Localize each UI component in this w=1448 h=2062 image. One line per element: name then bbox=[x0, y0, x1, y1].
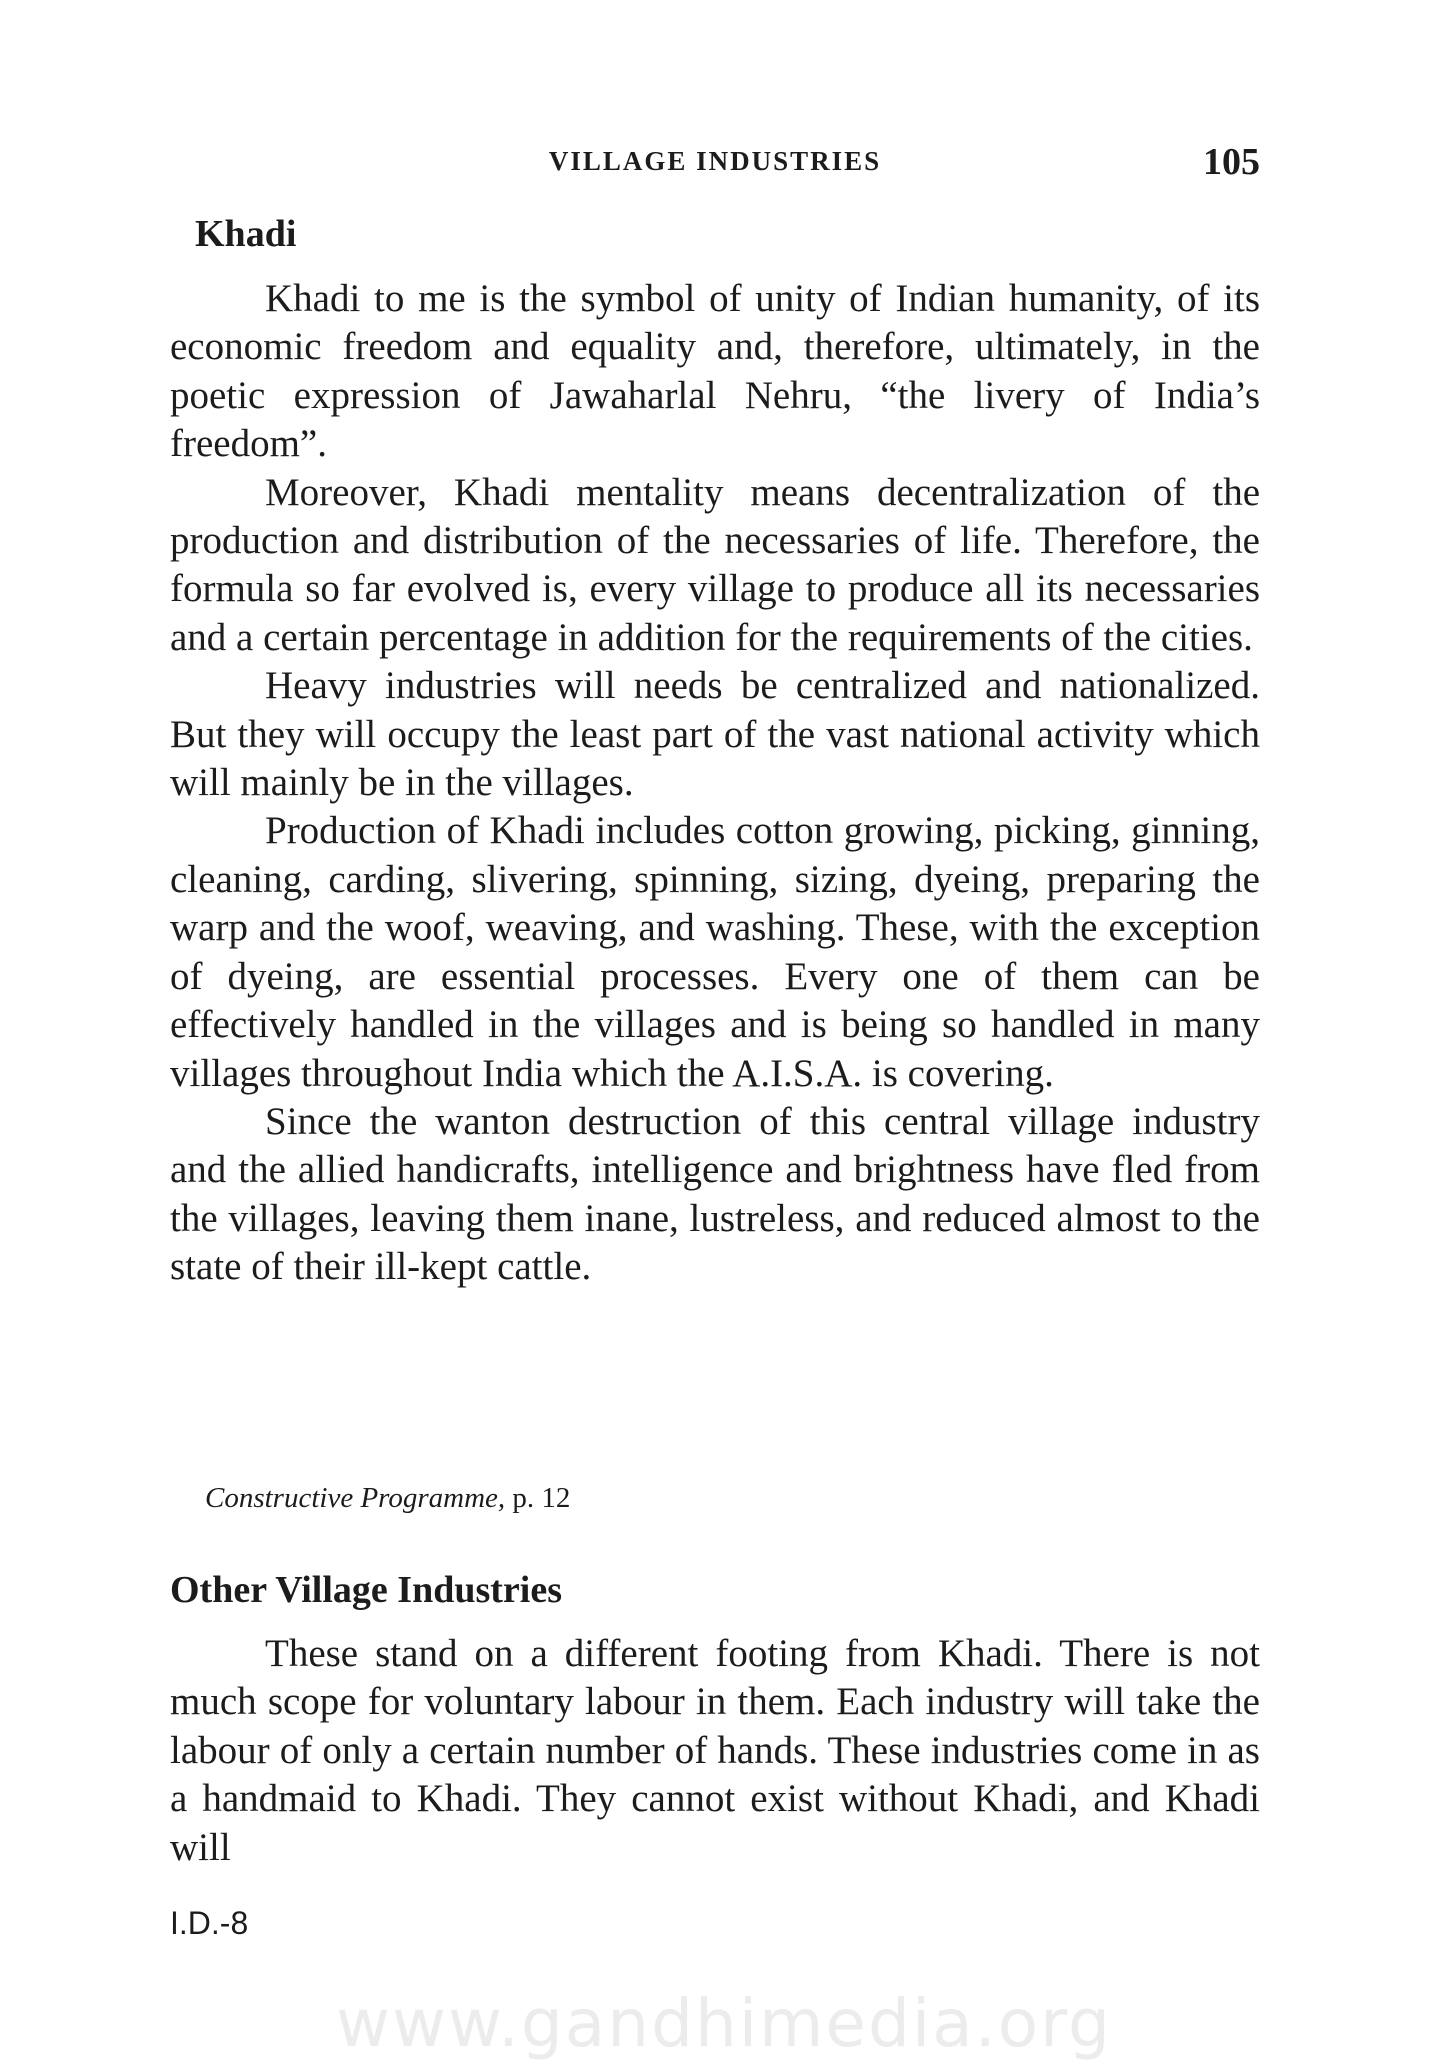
khadi-body bbox=[170, 275, 1260, 1292]
other-industries-body bbox=[170, 1630, 1260, 1872]
section-heading-khadi: Khadi bbox=[195, 213, 297, 255]
body-paragraph: Production of Khadi includes cotton growing, picking, ginning, cleaning, carding, slivering, spinning, sizing, dyeing, preparing the warp and the woof, weaving, and washing. These, with the exception of dyeing, are essential processes. Every one of them can be effectively handled in the villages and is being so handled in many villages throughout India which the A.I.S.A. is covering. bbox=[170, 809, 1260, 1095]
running-head bbox=[170, 140, 1260, 190]
body-paragraph: Since the wanton destruction of this central village industry and the allied handicrafts, intelligence and brightness have fled from the villages, leaving them inane, lustreless, and reduced almost to the state of their ill-kept cattle. bbox=[170, 1099, 1260, 1289]
citation-page: p. 12 bbox=[512, 1482, 571, 1514]
signature-mark: I.D.-8 bbox=[170, 1905, 249, 1941]
citation-title: Constructive Programme, bbox=[205, 1482, 506, 1514]
body-paragraph: Heavy industries will needs be centralized and nationalized. But they will occupy the least part of the vast national activity which will mainly be in the villages. bbox=[170, 664, 1260, 805]
body-paragraph: Moreover, Khadi mentality means decentralization of the production and distribution of the necessaries of life. Therefore, the formula so far evolved is, every village to produce all its necessaries and a certain percentage in addition for the requirements of the cities. bbox=[170, 470, 1260, 659]
body-paragraph: These stand on a different footing from Khadi. There is not much scope for voluntary labour in them. Each industry will take the labour of only a certain number of hands. These industries come in as a handmaid to Khadi. They cannot exist without Khadi, and Khadi will bbox=[170, 1632, 1260, 1869]
body-paragraph: Khadi to me is the symbol of unity of Indian humanity, of its economic freedom and equality and, therefore, ultimately, in the poetic expression of Jawaharlal Nehru, “the livery of India’s freedom”. bbox=[170, 277, 1260, 466]
running-title: VILLAGE INDUSTRIES bbox=[548, 146, 882, 176]
source-citation bbox=[205, 1482, 570, 1515]
section-heading-other-industries: Other Village Industries bbox=[170, 1569, 562, 1611]
page-number: 105 bbox=[1203, 141, 1260, 183]
watermark: www.gandhimedia.org bbox=[336, 1985, 1112, 2062]
